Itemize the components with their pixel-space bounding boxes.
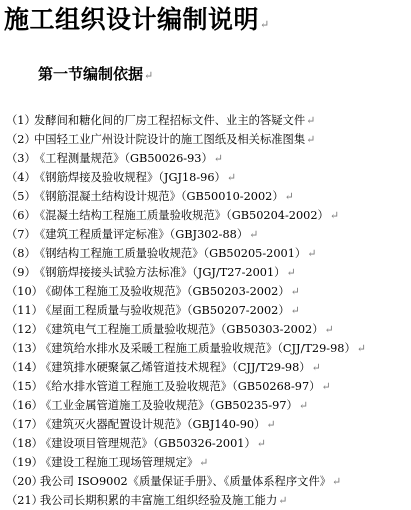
- paragraph-mark-icon: ↵: [144, 69, 154, 82]
- list-item: [6, 491, 366, 510]
- list-item-text: 中国轻工业广州设计院设计的施工图纸及相关标准图集: [34, 133, 306, 146]
- paragraph-mark-icon: ↵: [226, 171, 237, 184]
- paragraph-mark-icon: ↵: [306, 114, 316, 127]
- list-item: [6, 168, 366, 187]
- paragraph-mark-icon: ↵: [286, 266, 296, 279]
- list-item: [6, 415, 366, 434]
- paragraph-mark-icon: ↵: [298, 399, 309, 412]
- list-item-number: （8）: [6, 247, 36, 260]
- list-item-text: 《钢结构工程施工质量验收规范》（GB50205-2001）: [34, 247, 307, 260]
- list-item-number: （5）: [6, 190, 36, 203]
- list-item-number: （16）: [6, 399, 43, 412]
- list-item: [6, 282, 366, 301]
- paragraph-mark-icon: ↵: [356, 342, 367, 355]
- list-item: [6, 358, 366, 377]
- list-item-text: 《建设工程施工现场管理规定》: [40, 456, 199, 469]
- list-item-text: 《建筑排水硬聚氯乙烯管道技术规程》（CJJ/T29-98）: [40, 361, 311, 374]
- paragraph-mark-icon: ↵: [306, 133, 316, 146]
- list-item: [6, 396, 366, 415]
- section-heading: [38, 64, 153, 86]
- list-item-number: （3）: [6, 152, 36, 165]
- document-title: [4, 4, 270, 41]
- list-item: [6, 206, 366, 225]
- paragraph-mark-icon: ↵: [307, 247, 317, 260]
- list-item-text: 《钢筋焊接及验收规程》（JGJ18-96）: [34, 171, 226, 184]
- document-title-text: 施工组织设计编制说明: [4, 5, 260, 34]
- list-item-number: （17）: [6, 418, 43, 431]
- list-item: [6, 339, 366, 358]
- list-item-text: 我公司长期积累的丰富施工组织经验及施工能力: [40, 494, 278, 507]
- list-item-number: （9）: [6, 266, 36, 279]
- paragraph-mark-icon: ↵: [213, 152, 223, 165]
- paragraph-mark-icon: ↵: [290, 304, 300, 317]
- list-item-text: 《工程测量规范》（GB50026-93）: [34, 152, 213, 165]
- list-item-text: 《工业金属管道施工及验收规范》（GB50235-97）: [40, 399, 298, 412]
- paragraph-mark-icon: ↵: [324, 323, 334, 336]
- paragraph-mark-icon: ↵: [278, 494, 288, 507]
- list-item-number: （15）: [6, 380, 43, 393]
- list-item-text: 《给水排水管道工程施工及验收规范》（GB50268-97）: [40, 380, 321, 393]
- list-item-text: 发酵间和糖化间的厂房工程招标文件、业主的答疑文件: [34, 114, 306, 127]
- list-item: [6, 130, 366, 149]
- list-item: [6, 187, 366, 206]
- list-item: [6, 377, 366, 396]
- list-item: [6, 472, 366, 491]
- list-item: [6, 453, 366, 472]
- list-item: [6, 149, 366, 168]
- list-item: [6, 111, 366, 130]
- reference-list: [6, 111, 366, 510]
- list-item-number: （4）: [6, 171, 36, 184]
- list-item: [6, 263, 366, 282]
- list-item-text: 《混凝土结构工程施工质量验收规范》（GB50204-2002）: [34, 209, 329, 222]
- list-item-text: 我公司 ISO9002《质量保证手册》、《质量体系程序文件》: [40, 475, 332, 488]
- list-item-number: （18）: [6, 437, 43, 450]
- list-item-text: 《建设项目管理规范》（GB50326-2001）: [40, 437, 256, 450]
- list-item-number: （21）: [6, 494, 43, 507]
- list-item-number: （13）: [6, 342, 43, 355]
- paragraph-mark-icon: ↵: [311, 361, 321, 374]
- list-item-number: （14）: [6, 361, 43, 374]
- paragraph-mark-icon: ↵: [249, 228, 259, 241]
- paragraph-mark-icon: ↵: [332, 475, 342, 488]
- list-item: [6, 320, 366, 339]
- list-item-number: （7）: [6, 228, 36, 241]
- list-item: [6, 301, 366, 320]
- paragraph-mark-icon: ↵: [329, 209, 340, 222]
- list-item-text: 《建筑给水排水及采暖工程施工质量验收规范》（CJJ/T29-98）: [40, 342, 356, 355]
- list-item-text: 《钢筋混凝土结构设计规范》（GB50010-2002）: [34, 190, 284, 203]
- paragraph-mark-icon: ↵: [256, 437, 266, 450]
- list-item-number: （1）: [6, 114, 36, 127]
- list-item-text: 《建筑灭火器配置设计规范》（GBJ140-90）: [40, 418, 266, 431]
- list-item-text: 《屋面工程质量与验收规范》（GB50207-2002）: [40, 304, 290, 317]
- list-item-number: （20）: [6, 475, 43, 488]
- paragraph-mark-icon: ↵: [290, 285, 300, 298]
- section-heading-text: 第一节编制依据: [38, 65, 144, 83]
- paragraph-mark-icon: ↵: [199, 456, 209, 469]
- list-item: [6, 225, 366, 244]
- list-item-number: （11）: [6, 304, 43, 317]
- list-item-number: （2）: [6, 133, 36, 146]
- list-item-text: 《建筑工程质量评定标准》（GBJ302-88）: [34, 228, 249, 241]
- list-item-number: （6）: [6, 209, 36, 222]
- list-item-text: 《建筑电气工程施工质量验收规范》（GB50303-2002）: [40, 323, 324, 336]
- list-item-number: （10）: [6, 285, 43, 298]
- list-item-text: 《砌体工程施工及验收规范》（GB50203-2002）: [40, 285, 290, 298]
- list-item-number: （19）: [6, 456, 43, 469]
- paragraph-mark-icon: ↵: [260, 18, 270, 31]
- paragraph-mark-icon: ↵: [284, 190, 294, 203]
- list-item-text: 《钢筋焊接接头试验方法标准》（JGJ/T27-2001）: [34, 266, 286, 279]
- list-item: [6, 434, 366, 453]
- list-item-number: （12）: [6, 323, 43, 336]
- list-item: [6, 244, 366, 263]
- paragraph-mark-icon: ↵: [266, 418, 276, 431]
- paragraph-mark-icon: ↵: [321, 380, 331, 393]
